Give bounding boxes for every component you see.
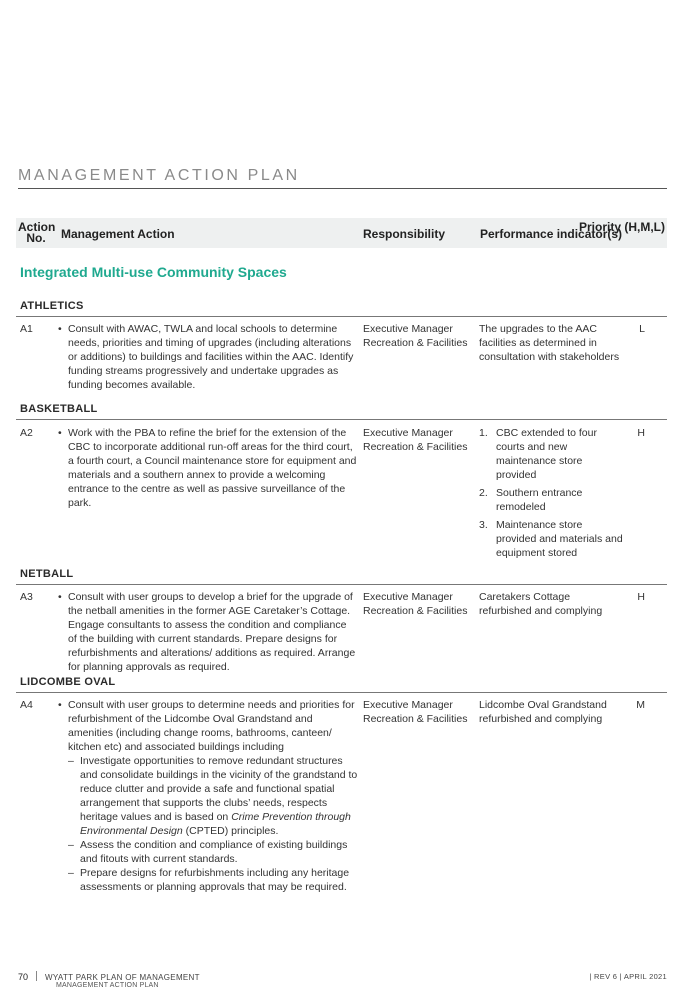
management-action	[58, 698, 358, 894]
action-number: A3	[20, 591, 33, 603]
table-header	[16, 218, 667, 248]
priority: M	[636, 699, 645, 711]
action-number: A4	[20, 699, 33, 711]
performance-indicator	[479, 426, 624, 564]
footer-doc-title: WYATT PARK PLAN OF MANAGEMENT	[45, 973, 200, 982]
header-management-action: Management Action	[61, 227, 175, 241]
header-responsibility: Responsibility	[363, 227, 446, 241]
responsibility: Executive Manager Recreation & Facilities	[363, 323, 468, 349]
priority: L	[639, 323, 645, 335]
indicator-item: 3. Maintenance store provided and materials and equipment stored	[479, 519, 623, 559]
category-lidcombe-oval: LIDCOMBE OVAL	[20, 676, 116, 688]
footer	[18, 971, 200, 989]
category-athletics: ATHLETICS	[20, 300, 84, 312]
performance-indicator: Lidcombe Oval Grandstand refurbished and complying	[479, 699, 607, 725]
category-divider	[16, 584, 667, 585]
action-bullet: • Work with the PBA to refine the brief for the extension of the CBC to incorporate additional run-off areas for the third court, a fourth court, a Council maintenance store for equipment and materials and a southern annex to provide a welcoming entrance to the centre as well as passive surveillance of the park.	[58, 426, 358, 510]
footer-revision: | REV 6 | APRIL 2021	[589, 972, 667, 981]
action-sub-item: – Prepare designs for refurbishments including any heritage assessments or planning approvals that may be required.	[58, 866, 358, 894]
priority: H	[637, 591, 645, 603]
header-action-no: Action No.	[18, 220, 56, 245]
indicator-item: 2. Southern entrance remodeled	[479, 487, 583, 513]
page-title: MANAGEMENT ACTION PLAN	[18, 167, 300, 184]
action-bullet: • Consult with AWAC, TWLA and local schools to determine needs, priorities and timing of upgrades (including alterations or additions) to buildings and facilities within the AAC. Identify funding streams progressively and undertake upgrades as funding becomes available.	[58, 322, 358, 392]
footer-subtitle: MANAGEMENT ACTION PLAN	[56, 982, 159, 989]
title-divider	[18, 188, 667, 189]
action-bullet: • Consult with user groups to develop a brief for the upgrade of the netball amenities in the former AGE Caretaker’s Cottage. Engage consultants to assess the condition and compliance of the building with current standards. Prepare designs for refurbishments and alterations/ additions as required. Arrange for planning approvals as required.	[58, 590, 358, 674]
category-netball: NETBALL	[20, 568, 74, 580]
action-sub-item: – Investigate opportunities to remove redundant structures and consolidate buildings in the vicinity of the grandstand to reduce clutter and provide a safe and functional spatial arrangement that supports the clubs’ needs, respects heritage values and is based on Crime Prevention through Environmental Design (CPTED) principles.	[58, 754, 358, 838]
performance-indicator: The upgrades to the AAC facilities as determined in consultation with stakeholders	[479, 323, 620, 363]
priority: H	[637, 427, 645, 439]
action-number: A2	[20, 427, 33, 439]
category-divider	[16, 692, 667, 693]
category-divider	[16, 419, 667, 420]
header-priority: Priority (H,M,L)	[579, 220, 665, 234]
footer-separator	[36, 971, 37, 981]
category-divider	[16, 316, 667, 317]
management-action	[58, 426, 358, 510]
section-title: Integrated Multi-use Community Spaces	[20, 264, 287, 280]
header-performance: Performance indicator(s)	[480, 227, 623, 241]
management-action	[58, 322, 358, 392]
management-action	[58, 590, 358, 674]
indicator-item: 1. CBC extended to four courts and new maintenance store provided	[479, 427, 597, 481]
action-bullet: • Consult with user groups to determine needs and priorities for refurbishment of the Lidcombe Oval Grandstand and amenities (including change rooms, bathrooms, canteen/ kitchen etc) and associated buildings including	[58, 698, 358, 754]
responsibility: Executive Manager Recreation & Facilities	[363, 699, 468, 725]
responsibility: Executive Manager Recreation & Facilities	[363, 591, 468, 617]
action-number: A1	[20, 323, 33, 335]
action-sub-item: – Assess the condition and compliance of existing buildings and fitouts with current standards.	[58, 838, 358, 866]
responsibility: Executive Manager Recreation & Facilities	[363, 427, 468, 453]
page-number: 70	[18, 972, 29, 982]
category-basketball: BASKETBALL	[20, 403, 98, 415]
performance-indicator: Caretakers Cottage refurbished and complying	[479, 591, 603, 617]
